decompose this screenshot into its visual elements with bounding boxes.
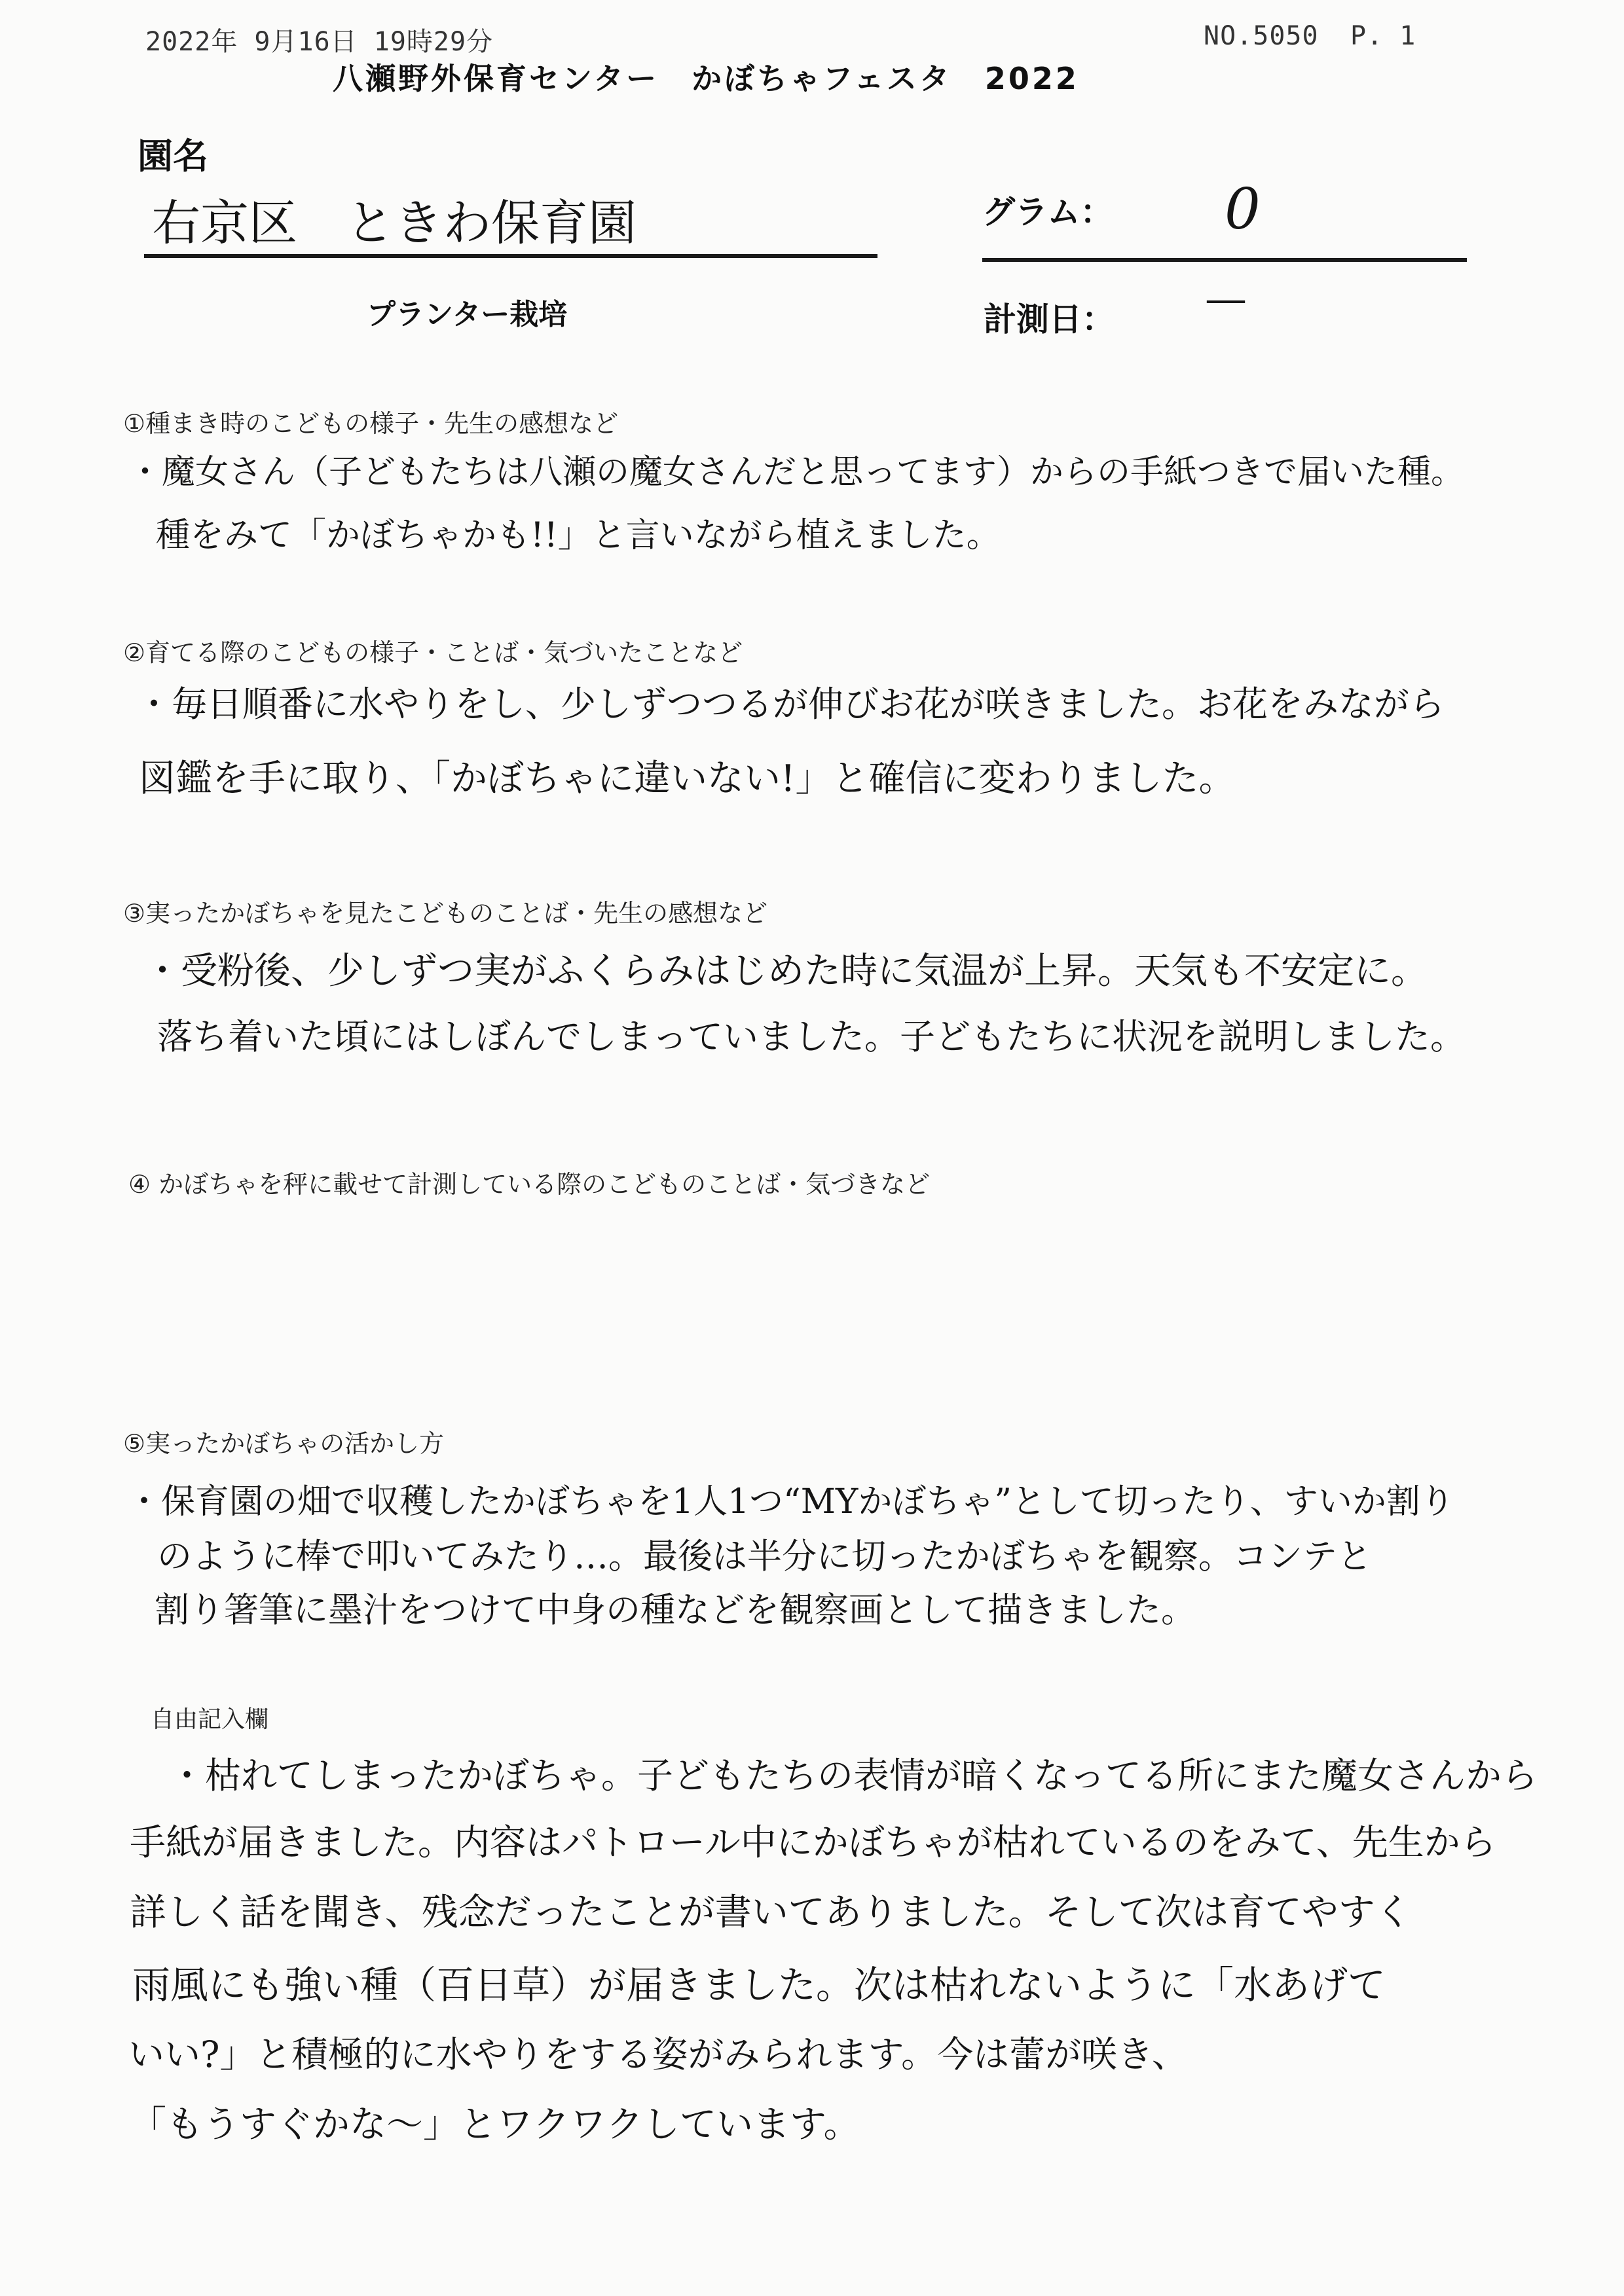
gram-value: 0 bbox=[1225, 177, 1261, 242]
measure-date-value: — bbox=[1205, 275, 1247, 323]
document-title: 八瀬野外保育センター かぼちゃフェスタ 2022 bbox=[333, 61, 1079, 96]
garden-name-value: 右京区 ときわ保育園 bbox=[152, 195, 637, 251]
fax-number: NO.5050 bbox=[1204, 21, 1319, 51]
free-entry-label: 自由記入欄 bbox=[151, 1706, 269, 1733]
fax-datetime: 2022年 9月16日 19時29分 bbox=[145, 27, 494, 57]
section-1-answer-line-1: ・魔女さん（子どもたちは八瀬の魔女さんだと思ってます）からの手紙つきで届いた種。 bbox=[128, 453, 1465, 492]
section-5-answer-line-3: 割り箸筆に墨汁をつけて中身の種などを観察画として描きました。 bbox=[155, 1590, 1196, 1630]
free-entry-line-3: 詳しく話を聞き、残念だったことが書いてありました。そして次は育てやすく bbox=[130, 1891, 1412, 1934]
section-5-answer-line-1: ・保育園の畑で収穫したかぼちゃを1人1つ“MYかぼちゃ”として切ったり、すいか割り bbox=[127, 1482, 1454, 1522]
section-3-answer-line-2: 落ち着いた頃にはしぼんでしまっていました。子どもたちに状況を説明しました。 bbox=[157, 1016, 1466, 1057]
section-2-answer-line-1: ・毎日順番に水やりをし、少しずつつるが伸びお花が咲きました。お花をみながら bbox=[136, 683, 1445, 725]
measure-date-label: 計測日： bbox=[984, 301, 1115, 338]
cultivation-method: プランター栽培 bbox=[367, 298, 568, 331]
section-5-answer-line-2: のように棒で叩いてみたり…。最後は半分に切ったかぼちゃを観察。コンテと bbox=[157, 1537, 1372, 1576]
section-2-question: ②育てる際のこどもの様子・ことば・気づいたことなど bbox=[123, 638, 743, 667]
gram-underline bbox=[982, 258, 1467, 262]
garden-label: 園名 bbox=[138, 136, 208, 177]
section-3-answer-line-1: ・受粉後、少しずつ実がふくらみはじめた時に気温が上昇。天気も不安定に。 bbox=[144, 950, 1428, 993]
free-entry-line-1: ・枯れてしまったかぼちゃ。子どもたちの表情が暗くなってる所にまた魔女さんから bbox=[169, 1755, 1538, 1796]
section-4-question: ④ かぼちゃを秤に載せて計測している際のこどものことば・気づきなど bbox=[128, 1170, 931, 1199]
fax-page: P. 1 bbox=[1350, 21, 1416, 51]
free-entry-line-5: いい?」と積極的に水やりをする姿がみられます。今は蕾が咲き、 bbox=[128, 2033, 1188, 2075]
section-3-question: ③実ったかぼちゃを見たこどものことば・先生の感想など bbox=[123, 899, 768, 928]
free-entry-line-6: 「もうすぐかな〜」とワクワクしています。 bbox=[130, 2104, 860, 2146]
free-entry-line-4: 雨風にも強い種（百日草）が届きました。次は枯れないように「水あげて bbox=[132, 1963, 1386, 2007]
section-1-answer-line-2: 種をみて「かぼちゃかも!!」と言いながら植えました。 bbox=[156, 516, 1001, 555]
garden-underline bbox=[144, 254, 877, 258]
gram-label: グラム： bbox=[982, 193, 1113, 231]
free-entry-line-2: 手紙が届きました。内容はパトロール中にかぼちゃが枯れているのをみて、先生から bbox=[130, 1821, 1496, 1863]
section-2-answer-line-2: 図鑑を手に取り、「かぼちゃに違いない!」と確信に変わりました。 bbox=[139, 757, 1236, 800]
section-1-question: ①種まき時のこどもの様子・先生の感想など bbox=[123, 409, 619, 438]
section-5-question: ⑤実ったかぼちゃの活かし方 bbox=[123, 1429, 445, 1458]
